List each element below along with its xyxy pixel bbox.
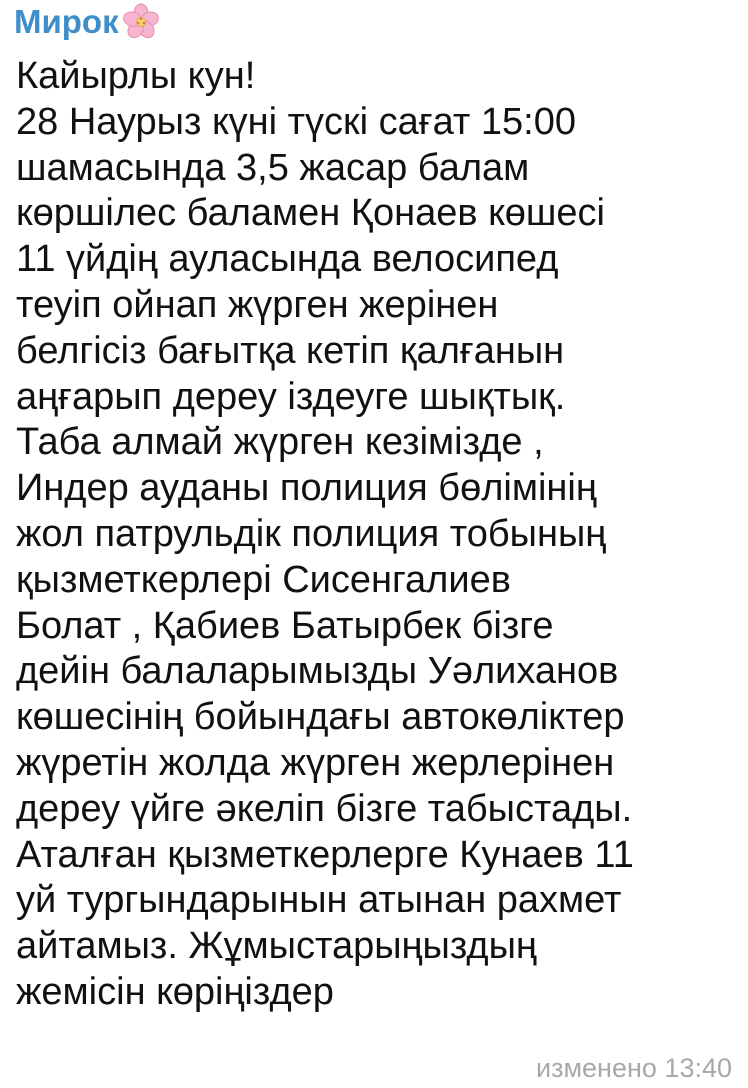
message-text: [16, 54, 738, 1016]
message-line: 28 Наурыз күні түскі сағат 15:00: [16, 100, 576, 143]
message-line: аңғарып дереу іздеуге шықтық.: [16, 375, 566, 418]
message-line: Таба алмай жүрген кезімізде ,: [16, 421, 544, 464]
sender-row[interactable]: [14, 0, 161, 44]
message-line: 11 үйдің ауласында велосипед: [16, 238, 559, 281]
message-line: жүретін жолда жүрген жерлерінен: [16, 741, 615, 784]
message-line: дейін балаларымызды Уәлиханов: [16, 650, 619, 693]
message-line: жемісін көріңіздер: [16, 970, 334, 1013]
message-line: Аталған қызметкерлерге Кунаев 11: [16, 833, 634, 876]
message-line: Кайырлы кун!: [16, 55, 256, 97]
sender-name[interactable]: Мирок: [14, 3, 119, 40]
message-line: белгісіз бағытқа кетіп қалғанын: [16, 329, 565, 372]
message-line: шамасында 3,5 жасар балам: [16, 146, 530, 189]
message-time: 13:40: [664, 1053, 732, 1083]
message-line: теуіп ойнап жүрген жерінен: [16, 283, 499, 326]
message-line: жол патрульдік полиция тобының: [16, 512, 607, 555]
message-line: көшесінің бойындағы автокөліктер: [16, 696, 625, 739]
message-meta: [536, 1050, 732, 1086]
message-line: айтамыз. Жұмыстарыңыздың: [16, 925, 537, 968]
message-line: Болат , Қабиев Батырбек бізге: [16, 604, 554, 647]
message-line: көршілес баламен Қонаев көшесі: [16, 192, 605, 235]
message-line: уй тургындарынын атынан рахмет: [16, 879, 622, 922]
cherry-blossom-icon: [121, 2, 161, 42]
message-line: қызметкерлері Сисенгалиев: [16, 558, 511, 601]
edited-label: изменено: [536, 1053, 657, 1083]
message-line: дереу үйге әкеліп бізге табыстады.: [16, 787, 633, 830]
message-line: Индер ауданы полиция бөлімінің: [16, 467, 597, 510]
